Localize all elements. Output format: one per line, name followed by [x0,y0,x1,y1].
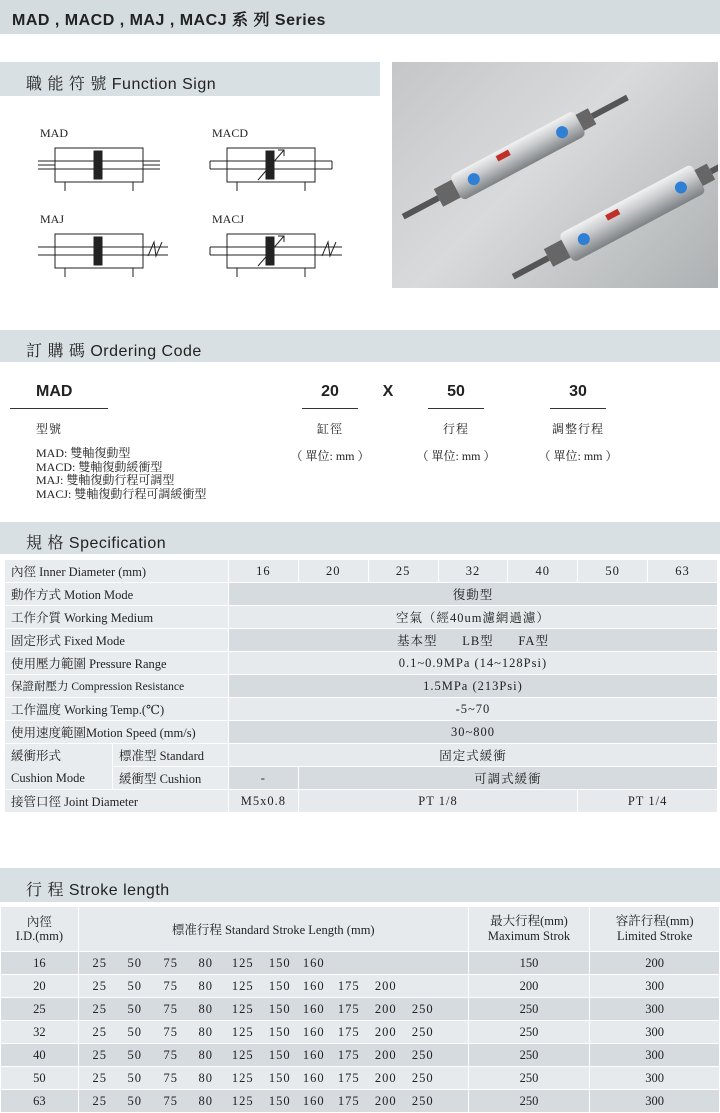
spec-label: 使用速度範圍Motion Speed (mm/s) [5,721,229,744]
stroke-value: 75 [163,1070,179,1085]
stroke-value: 150 [268,1024,291,1039]
stroke-value: 125 [231,955,254,970]
stroke-row [1,1044,720,1067]
stroke-limit: 300 [590,998,720,1021]
page-title: MAD , MACD , MAJ , MACJ 系 列 Series [12,12,326,29]
spec-value: 基本型 LB型 FA型 [228,629,717,652]
spec-value: 復動型 [228,583,717,606]
spec-row [5,629,718,652]
spec-label: 固定形式 Fixed Mode [5,629,229,652]
stroke-value: 50 [127,955,143,970]
stroke-value: 175 [337,978,360,993]
stroke-id: 32 [1,1021,79,1044]
stroke-row [1,998,720,1021]
order-bore: 20 [321,383,339,400]
stroke-values [78,1090,468,1113]
order-model-underline [10,408,108,409]
stroke-value: 150 [268,1070,291,1085]
bore-unit: （ 單位: mm ） [290,449,370,463]
spec-label: 工作溫度 Working Temp.(℃) [5,698,229,721]
stroke-value: 150 [268,978,291,993]
stroke-id: 50 [1,1067,79,1090]
stroke-header: 行 程 Stroke length [26,882,170,899]
stroke-limit: 300 [590,975,720,998]
order-adjust: 30 [569,383,587,400]
order-bore-underline [302,408,358,409]
stroke-value: 50 [127,1001,143,1016]
mad-symbol [38,148,160,191]
joint-value: PT 1/8 [298,790,577,813]
diameter-cell: 40 [508,560,578,583]
cushion-adjust-dash: - [228,767,298,790]
symbol-label-maj: MAJ [40,212,65,226]
stroke-values [78,998,468,1021]
spec-header: 規 格 Specification [26,535,167,552]
adjust-unit: （ 單位: mm ） [538,449,618,463]
stroke-values [78,1067,468,1090]
spec-row-joint [5,790,718,813]
stroke-value: 150 [268,1001,291,1016]
col-id-cn: 內徑 [26,915,52,929]
order-stroke: 50 [447,383,465,400]
spec-label: 保證耐壓力 Compression Resistance [5,675,229,698]
stroke-value: 150 [268,1047,291,1062]
stroke-value: 125 [231,1070,254,1085]
symbol-label-mad: MAD [40,126,69,140]
spec-row [5,698,718,721]
spec-row-cushion-standard [5,744,718,767]
stroke-value: 25 [92,1070,108,1085]
col-limit-en: Limited Stroke [617,929,693,943]
ordering-code-header: 訂 購 碼 Ordering Code [26,343,202,360]
stroke-value: 175 [337,1024,360,1039]
col-limit-cn: 容許行程(mm) [615,914,694,928]
stroke-table [0,906,720,1113]
spec-value: 0.1~0.9MPa (14~128Psi) [228,652,717,675]
stroke-col-limit [590,907,720,952]
spec-value: 30~800 [228,721,717,744]
stroke-row [1,975,720,998]
stroke-id: 40 [1,1044,79,1067]
stroke-max: 250 [468,1090,590,1113]
col-max-en: Maximum Strok [487,929,571,943]
stroke-value: 160 [302,978,325,993]
col-max-cn: 最大行程(mm) [490,914,568,928]
stroke-value: 75 [163,1047,179,1062]
macd-symbol [210,148,332,191]
stroke-value: 175 [337,1047,360,1062]
stroke-value: 75 [163,978,179,993]
stroke-limit: 200 [590,952,720,975]
spec-label: 使用壓力範圍 Pressure Range [5,652,229,675]
product-photo [392,62,718,288]
spec-value: 空氣（經40um濾網過濾） [228,606,717,629]
stroke-value: 250 [411,1001,434,1016]
spec-label: 內徑 Inner Diameter (mm) [5,560,229,583]
stroke-value: 50 [127,1047,143,1062]
stroke-value: 175 [337,1070,360,1085]
symbol-label-macj: MACJ [212,212,245,226]
stroke-max: 250 [468,1044,590,1067]
stroke-col-standard: 標准行程 Standard Stroke Length (mm) [78,907,468,952]
stroke-max: 150 [468,952,590,975]
stroke-value: 200 [374,978,397,993]
function-symbols-diagram [0,96,380,296]
order-model: MAD [36,383,73,400]
stroke-value: 250 [411,1047,434,1062]
stroke-row [1,1067,720,1090]
stroke-value: 250 [411,1093,434,1108]
spec-label: 動作方式 Motion Mode [5,583,229,606]
spec-row [5,721,718,744]
spec-row [5,583,718,606]
stroke-limit: 300 [590,1090,720,1113]
stroke-max: 200 [468,975,590,998]
spec-row [5,652,718,675]
stroke-header-row [1,907,720,952]
cushion-adjust-label: 緩衝型 Cushion [112,767,228,790]
stroke-value: 80 [198,1024,214,1039]
stroke-value: 125 [231,1093,254,1108]
stroke-limit: 300 [590,1044,720,1067]
diameter-cell: 16 [228,560,298,583]
stroke-max: 250 [468,1021,590,1044]
spec-value: 1.5MPa (213Psi) [228,675,717,698]
stroke-col-id [1,907,79,952]
stroke-value: 50 [127,978,143,993]
stroke-limit: 300 [590,1067,720,1090]
cushion-label [5,744,113,790]
cushion-adjust-value: 可調式緩衝 [298,767,717,790]
stroke-value: 80 [198,978,214,993]
symbol-label-macd: MACD [212,126,249,140]
stroke-value: 150 [268,1093,291,1108]
bore-label: 缸徑 [316,422,343,436]
stroke-value: 160 [302,1047,325,1062]
function-sign-header: 職 能 符 號 Function Sign [26,76,217,93]
stroke-value: 80 [198,1047,214,1062]
col-id-en: I.D.(mm) [15,929,63,943]
stroke-value: 150 [268,955,291,970]
cushion-standard-value: 固定式緩衝 [228,744,717,767]
stroke-value: 75 [163,1093,179,1108]
order-stroke-underline [428,408,484,409]
stroke-value: 80 [198,1093,214,1108]
spec-label: 工作介質 Working Medium [5,606,229,629]
model-note: MACJ: 雙軸復動行程可調緩衝型 [36,486,207,501]
stroke-value: 50 [127,1070,143,1085]
stroke-value: 75 [163,1001,179,1016]
stroke-id: 16 [1,952,79,975]
stroke-id: 63 [1,1090,79,1113]
stroke-col-max [468,907,590,952]
spec-row [5,606,718,629]
stroke-value: 160 [302,1001,325,1016]
joint-value: M5x0.8 [228,790,298,813]
stroke-value: 25 [92,955,108,970]
stroke-label: 行程 [442,422,469,436]
stroke-value: 200 [374,1070,397,1085]
cylinder-illustration [392,62,718,288]
stroke-value: 80 [198,1070,214,1085]
stroke-value: 200 [374,1024,397,1039]
stroke-value: 160 [302,955,325,970]
diameter-cell: 32 [438,560,508,583]
stroke-value: 25 [92,978,108,993]
stroke-values [78,1021,468,1044]
stroke-id: 25 [1,998,79,1021]
stroke-max: 250 [468,1067,590,1090]
joint-label: 接管口徑 Joint Diameter [5,790,229,813]
stroke-value: 50 [127,1024,143,1039]
spec-table [4,559,718,813]
stroke-value: 25 [92,1093,108,1108]
order-adjust-underline [550,408,606,409]
stroke-value: 125 [231,1001,254,1016]
order-separator: X [382,383,394,400]
stroke-value: 75 [163,955,179,970]
cushion-label-en: Cushion Mode [11,770,85,785]
diameter-cell: 50 [578,560,648,583]
diameter-cell: 20 [298,560,368,583]
stroke-value: 175 [337,1001,360,1016]
model-note: MACD: 雙軸復動緩衝型 [36,459,163,474]
maj-symbol [38,234,168,277]
stroke-row [1,1021,720,1044]
cushion-label-cn: 緩衝形式 [11,748,62,763]
stroke-value: 200 [374,1001,397,1016]
stroke-value: 250 [411,1070,434,1085]
model-note: MAD: 雙軸復動型 [36,446,131,460]
stroke-max: 250 [468,998,590,1021]
diameter-cell: 63 [648,560,718,583]
stroke-row [1,1090,720,1113]
stroke-value: 125 [231,1024,254,1039]
model-label: 型號 [36,422,63,436]
stroke-value: 250 [411,1024,434,1039]
macj-symbol [210,234,342,277]
model-note: MAJ: 雙軸復動行程可調型 [36,473,175,487]
diameter-cell: 25 [368,560,438,583]
stroke-value: 50 [127,1093,143,1108]
stroke-value: 160 [302,1024,325,1039]
stroke-value: 125 [231,978,254,993]
stroke-values [78,952,468,975]
stroke-value: 25 [92,1001,108,1016]
stroke-id: 20 [1,975,79,998]
spec-row [5,675,718,698]
adjust-label: 調整行程 [551,422,604,436]
stroke-value: 175 [337,1093,360,1108]
stroke-values [78,975,468,998]
stroke-value: 160 [302,1093,325,1108]
stroke-unit: （ 單位: mm ） [416,449,496,463]
stroke-value: 125 [231,1047,254,1062]
stroke-limit: 300 [590,1021,720,1044]
stroke-value: 200 [374,1093,397,1108]
cushion-standard-label: 標准型 Standard [112,744,228,767]
joint-value: PT 1/4 [578,790,718,813]
stroke-value: 25 [92,1024,108,1039]
spec-value: -5~70 [228,698,717,721]
stroke-values [78,1044,468,1067]
stroke-value: 75 [163,1024,179,1039]
stroke-row [1,952,720,975]
stroke-value: 25 [92,1047,108,1062]
stroke-value: 160 [302,1070,325,1085]
model-notes [36,447,206,501]
stroke-value: 200 [374,1047,397,1062]
spec-row-diameter [5,560,718,583]
stroke-value: 80 [198,1001,214,1016]
stroke-value: 80 [198,955,214,970]
